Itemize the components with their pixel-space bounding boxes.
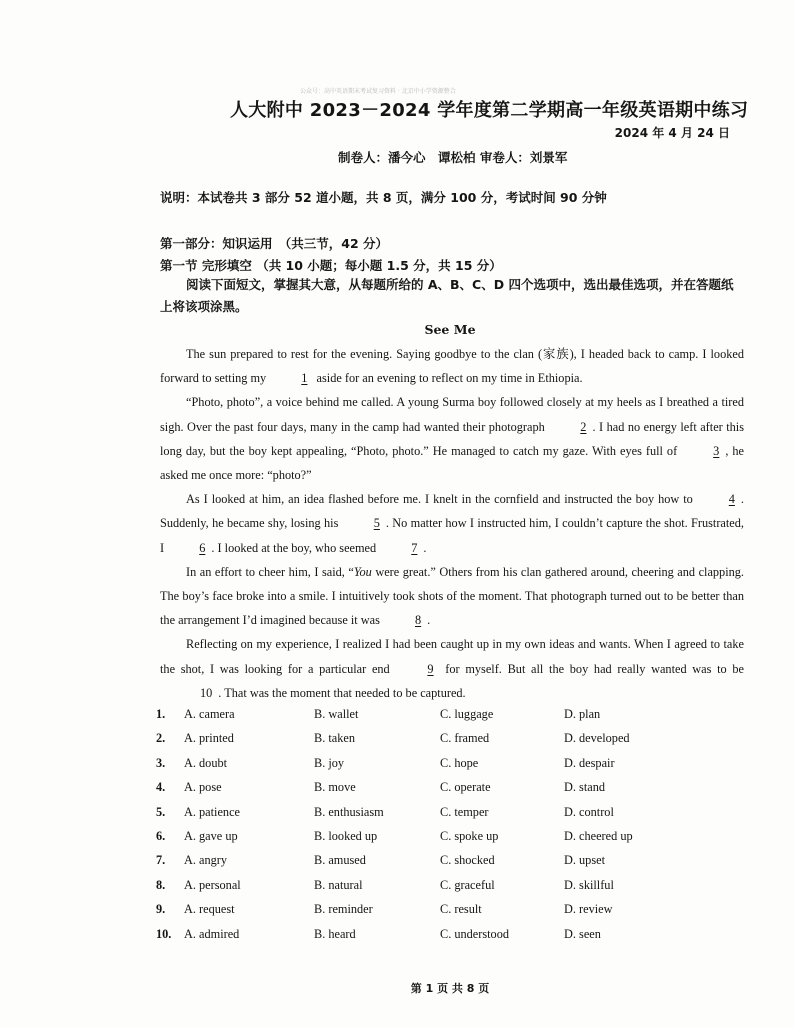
- option-c[interactable]: C. luggage: [440, 707, 494, 721]
- option-a[interactable]: A. doubt: [184, 755, 228, 770]
- option-d[interactable]: D. upset: [564, 853, 605, 868]
- option-b[interactable]: B. joy: [314, 755, 345, 770]
- option-a[interactable]: A. admired: [184, 926, 240, 941]
- blank-7: 7: [411, 540, 418, 555]
- passage-body: [160, 342, 744, 705]
- exam-note: 说明：本试卷共 3 部分 52 道小题，共 8 页，满分 100 分，考试时间 90 分钟: [160, 190, 607, 205]
- option-b[interactable]: B. heard: [314, 926, 356, 941]
- option-a[interactable]: A. printed: [184, 731, 234, 746]
- option-c[interactable]: C. result: [440, 902, 482, 917]
- exam-date: 2024 年 4 月 24 日: [614, 126, 730, 140]
- blank-1: 1: [301, 371, 308, 386]
- option-a[interactable]: A. gave up: [184, 828, 238, 843]
- option-b[interactable]: B. move: [314, 780, 356, 795]
- option-row: [156, 755, 760, 780]
- option-b[interactable]: B. reminder: [314, 902, 373, 917]
- section-instructions: 阅读下面短文，掌握其大意，从每题所给的 A、B、C、D 四个选项中，选出最佳选项，并在答题纸上将该项涂黑。: [160, 277, 734, 314]
- passage-paragraph: As I looked at him, an idea flashed before me. I knelt in the cornfield and instructed the boy how to 4 . Suddenly, he became shy, losing his 5 . No matter how I instructed him, I couldn’t capture the shot. Frustrated, I 6 . I looked at the boy, who seemed 7 .: [160, 487, 744, 560]
- option-d[interactable]: D. developed: [564, 731, 630, 746]
- option-d[interactable]: D. plan: [564, 707, 601, 721]
- passage-title: See Me: [424, 322, 476, 337]
- question-number: 2.: [156, 731, 166, 746]
- option-d[interactable]: D. seen: [564, 926, 601, 941]
- option-c[interactable]: C. spoke up: [440, 828, 499, 843]
- option-row: [156, 877, 760, 902]
- option-c[interactable]: C. framed: [440, 731, 490, 746]
- option-a[interactable]: A. personal: [184, 877, 241, 892]
- option-row: [156, 780, 760, 804]
- passage-paragraph: “Photo, photo”, a voice behind me called. A young Surma boy followed closely at my heels as I breathed a tired sigh. Over the past four days, many in the camp had wanted their photograph 2 . I had no energy left after this long day, but the boy kept appealing, “Photo, photo.” He managed to catch my gaze. With eyes full of 3 , he asked me once more: “photo?”: [160, 395, 745, 483]
- option-d[interactable]: D. skillful: [564, 877, 614, 892]
- question-number: 5.: [156, 804, 166, 819]
- option-b[interactable]: B. wallet: [314, 707, 359, 721]
- option-a[interactable]: A. camera: [184, 707, 235, 721]
- passage-paragraph: Reflecting on my experience, I realized I had been caught up in my own ideas and wants. When I agreed to take the shot, I was looking for a particular end 9 for myself. But all the boy had really wanted was to be 10 . That was the moment that needed to be captured.: [160, 632, 744, 705]
- option-b[interactable]: B. enthusiasm: [314, 804, 384, 819]
- option-a[interactable]: A. request: [184, 902, 235, 917]
- option-b[interactable]: B. natural: [314, 877, 363, 892]
- question-number: 3.: [156, 755, 166, 770]
- option-row: [156, 804, 760, 829]
- option-d[interactable]: D. cheered up: [564, 828, 633, 843]
- exam-authors: 制卷人：潘今心 谭松柏 审卷人：刘景军: [338, 150, 568, 165]
- option-b[interactable]: B. taken: [314, 731, 355, 746]
- blank-10: 10: [200, 685, 213, 700]
- option-d[interactable]: D. stand: [564, 780, 605, 795]
- blank-4: 4: [728, 492, 735, 507]
- question-number: 7.: [156, 853, 166, 868]
- blank-8: 8: [414, 613, 422, 628]
- passage-paragraph: In an effort to cheer him, I said, “You were great.” Others from his clan gathered around, cheering and clapping. The boy’s face broke into a smile. I intuitively took shots of the moment. That photograph turned out to be better than the arrangement I’d imagined because it was 8 .: [160, 560, 744, 633]
- option-c[interactable]: C. shocked: [440, 853, 495, 868]
- option-c[interactable]: C. understood: [440, 926, 509, 941]
- option-b[interactable]: B. looked up: [314, 828, 378, 843]
- option-a[interactable]: A. angry: [184, 853, 228, 868]
- blank-3: 3: [713, 443, 720, 458]
- option-row: [156, 731, 760, 755]
- scan-edge-shadow: [754, 0, 794, 1028]
- option-d[interactable]: D. despair: [564, 755, 615, 770]
- option-row: [156, 926, 760, 951]
- blank-6: 6: [199, 540, 206, 555]
- option-row: [156, 828, 760, 853]
- question-number: 4.: [156, 780, 166, 795]
- option-row: [156, 853, 760, 877]
- option-c[interactable]: C. graceful: [440, 877, 495, 892]
- part-title: 第一部分：知识运用 （共三节，42 分）: [160, 236, 388, 251]
- question-number: 8.: [156, 877, 166, 892]
- blank-9: 9: [427, 661, 434, 676]
- option-d[interactable]: D. review: [564, 902, 613, 917]
- question-number: 6.: [156, 828, 166, 843]
- question-number: 1.: [156, 707, 166, 721]
- question-number: 9.: [156, 902, 166, 917]
- answer-options: [156, 707, 760, 951]
- option-row: [156, 902, 760, 926]
- section-title: 第一节 完形填空 （共 10 小题；每小题 1.5 分，共 15 分）: [160, 258, 502, 273]
- option-c[interactable]: C. temper: [440, 804, 489, 819]
- question-number: 10.: [156, 926, 172, 941]
- option-a[interactable]: A. patience: [184, 804, 240, 819]
- option-row: [156, 707, 760, 731]
- option-d[interactable]: D. control: [564, 804, 614, 819]
- option-a[interactable]: A. pose: [184, 780, 222, 795]
- option-b[interactable]: B. amused: [314, 853, 366, 868]
- blank-2: 2: [580, 419, 587, 434]
- exam-title: 人大附中 2023－2024 学年度第二学期高一年级英语期中练习: [230, 100, 749, 121]
- passage-paragraph: The sun prepared to rest for the evening. Saying goodbye to the clan (家族), I headed back to camp. I looked forward to setting my 1 aside for an evening to reflect on my time in Ethiopia.: [160, 342, 744, 390]
- option-c[interactable]: C. hope: [440, 755, 479, 770]
- page-footer: 第 1 页 共 8 页: [410, 982, 490, 995]
- watermark-text: 公众号：高中英语期末考试复习资料 · 北京中小学资源整合: [300, 88, 456, 95]
- option-c[interactable]: C. operate: [440, 780, 491, 795]
- blank-5: 5: [373, 516, 380, 531]
